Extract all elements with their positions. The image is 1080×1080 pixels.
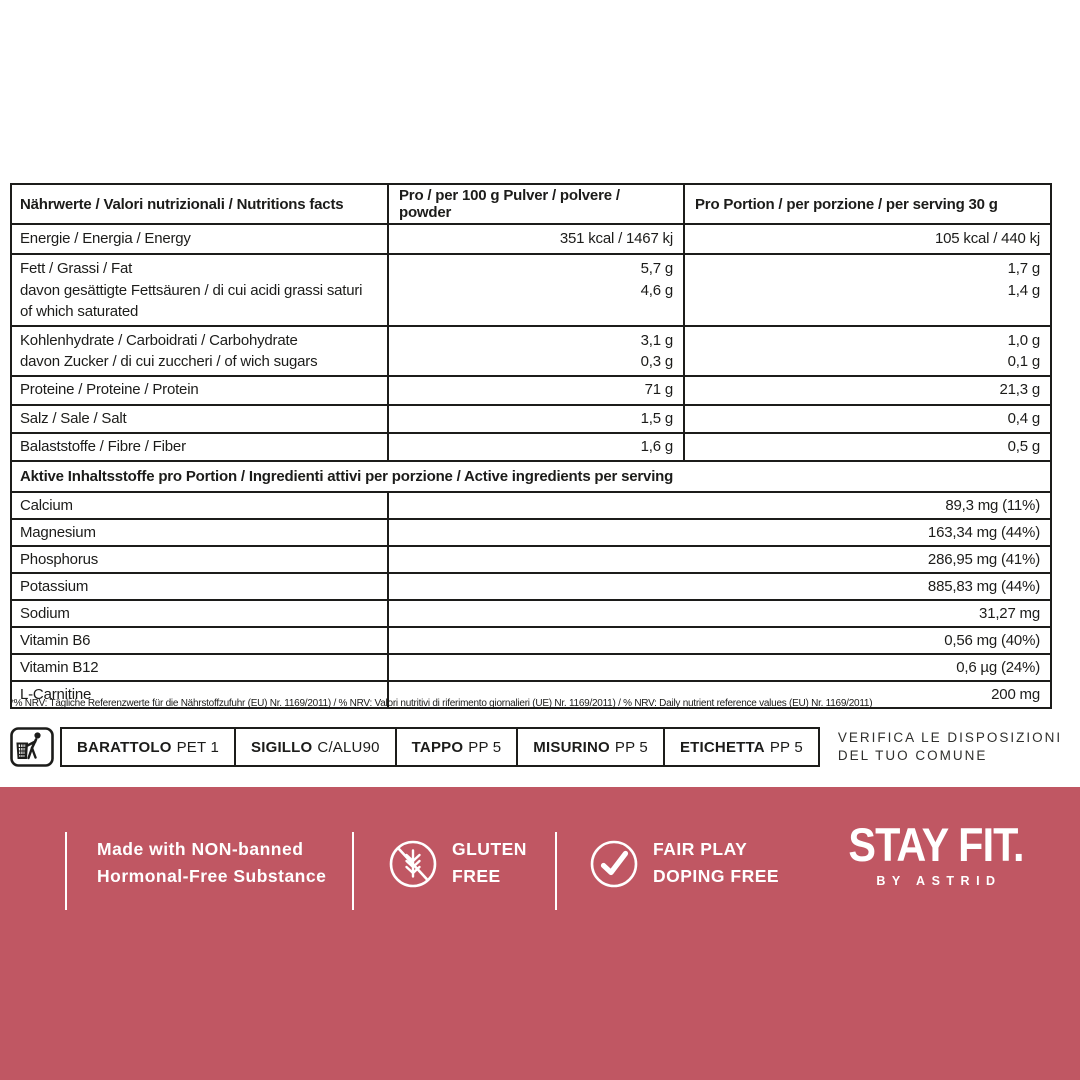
- gluten-free-line1: GLUTEN: [452, 839, 527, 859]
- value-per-100g: 5,7 g 4,6 g: [388, 254, 684, 326]
- nutrient-name: Energie / Energia / Energy: [11, 224, 388, 254]
- col-header-per-serving: Pro Portion / per porzione / per serving 30 g: [684, 184, 1051, 224]
- nrv-footnote: *% NRV: Tägliche Referenzwerte für die Nährstoffzufuhr (EU) Nr. 1169/2011) / % NRV: Valori nutritivi di riferimento giornalieri (UE) Nr. 1169/2011) / % NRV: Daily nutrient reference values (EU) Nr. 1169/2011): [10, 698, 873, 709]
- nutrient-name: Kohlenhydrate / Carboidrati / Carbohydrate davon Zucker / di cui zuccheri / of wich sugars: [11, 326, 388, 376]
- gluten-free-line2: FREE: [452, 866, 501, 886]
- active-ingredient-row: [11, 492, 1051, 519]
- ingredient-name: Phosphorus: [11, 546, 388, 573]
- nutrient-rows: [11, 224, 1051, 461]
- nutrient-row: [11, 224, 1051, 254]
- active-ingredient-row: [11, 546, 1051, 573]
- band-divider: [65, 832, 67, 910]
- ingredient-name: Vitamin B12: [11, 654, 388, 681]
- value-per-serving: 21,3 g: [684, 376, 1051, 405]
- tidyman-icon: [10, 727, 54, 767]
- ingredient-name: L-Carnitine: [11, 681, 388, 708]
- fair-play-line1: FAIR PLAY: [653, 839, 748, 859]
- nutrient-row: [11, 376, 1051, 405]
- active-ingredient-row: [11, 519, 1051, 546]
- fair-play-icon: [589, 839, 639, 889]
- nutrient-row: [11, 326, 1051, 376]
- active-ingredient-rows: [11, 492, 1051, 708]
- brand-logo: [824, 818, 1048, 888]
- recycling-cell: ETICHETTA PP 5: [663, 727, 820, 767]
- fair-play-line2: DOPING FREE: [653, 866, 780, 886]
- table-header-row: [11, 184, 1051, 224]
- value-per-100g: 1,6 g: [388, 433, 684, 461]
- ingredient-value: 200 mg: [388, 681, 1051, 708]
- recycling-cell: MISURINO PP 5: [516, 727, 665, 767]
- brand-name: STAY FIT.: [848, 818, 1024, 871]
- ingredient-name: Sodium: [11, 600, 388, 627]
- value-per-serving: 0,5 g: [684, 433, 1051, 461]
- nutrition-table: [10, 183, 1052, 709]
- recycling-cell: SIGILLO C/ALU90: [234, 727, 397, 767]
- value-per-100g: 1,5 g: [388, 405, 684, 433]
- ingredient-value: 286,95 mg (41%): [388, 546, 1051, 573]
- recycling-cell: BARATTOLO PET 1: [60, 727, 236, 767]
- ingredient-name: Magnesium: [11, 519, 388, 546]
- gluten-free-icon: [388, 839, 438, 889]
- recycling-cells: [60, 727, 820, 767]
- recycling-note-line2: DEL TUO COMUNE: [837, 748, 988, 763]
- recycling-cell: TAPPO PP 5: [395, 727, 519, 767]
- band-divider: [352, 832, 354, 910]
- recycling-note-line1: VERIFICA LE DISPOSIZIONI: [837, 729, 1063, 745]
- active-ingredient-row: [11, 600, 1051, 627]
- nutrient-row: [11, 405, 1051, 433]
- ingredient-value: 0,6 µg (24%): [388, 654, 1051, 681]
- gluten-free-text: [452, 836, 527, 890]
- value-per-100g: 3,1 g 0,3 g: [388, 326, 684, 376]
- ingredient-value: 0,56 mg (40%): [388, 627, 1051, 654]
- recycling-strip: [10, 727, 1062, 767]
- brand-footer-band: [0, 787, 1080, 1080]
- active-ingredient-row: [11, 627, 1051, 654]
- nutrient-row: [11, 254, 1051, 326]
- ingredient-value: 31,27 mg: [388, 600, 1051, 627]
- active-ingredients-header-row: [11, 461, 1051, 492]
- ingredient-value: 163,34 mg (44%): [388, 519, 1051, 546]
- value-per-serving: 0,4 g: [684, 405, 1051, 433]
- col-header-nutrients: Nährwerte / Valori nutrizionali / Nutritions facts: [11, 184, 388, 224]
- brand-subtitle: BY ASTRID: [876, 874, 1002, 888]
- ingredient-name: Vitamin B6: [11, 627, 388, 654]
- band-divider: [555, 832, 557, 910]
- value-per-serving: 1,7 g 1,4 g: [684, 254, 1051, 326]
- value-per-serving: 105 kcal / 440 kj: [684, 224, 1051, 254]
- nutrient-name: Balaststoffe / Fibre / Fiber: [11, 433, 388, 461]
- col-header-per-100g: Pro / per 100 g Pulver / polvere / powder: [388, 184, 684, 224]
- nutrient-name: Salz / Sale / Salt: [11, 405, 388, 433]
- value-per-100g: 71 g: [388, 376, 684, 405]
- value-per-100g: 351 kcal / 1467 kj: [388, 224, 684, 254]
- active-ingredient-row: [11, 654, 1051, 681]
- claim-text: [97, 836, 326, 890]
- ingredient-value: 885,83 mg (44%): [388, 573, 1051, 600]
- ingredient-name: Calcium: [11, 492, 388, 519]
- ingredient-value: 89,3 mg (11%): [388, 492, 1051, 519]
- claim-line2: Hormonal-Free Substance: [97, 866, 327, 886]
- active-ingredient-row: [11, 573, 1051, 600]
- ingredient-name: Potassium: [11, 573, 388, 600]
- value-per-serving: 1,0 g 0,1 g: [684, 326, 1051, 376]
- claim-line1: Made with NON-banned: [97, 839, 304, 859]
- nutrient-row: [11, 433, 1051, 461]
- fair-play-text: [653, 836, 779, 890]
- nutrient-name: Proteine / Proteine / Protein: [11, 376, 388, 405]
- recycling-note: [838, 729, 1062, 766]
- nutrient-name: Fett / Grassi / Fat davon gesättigte Fettsäuren / di cui acidi grassi saturi of which saturated: [11, 254, 388, 326]
- active-ingredients-header: Aktive Inhaltsstoffe pro Portion / Ingredienti attivi per porzione / Active ingredients per serving: [11, 461, 1051, 492]
